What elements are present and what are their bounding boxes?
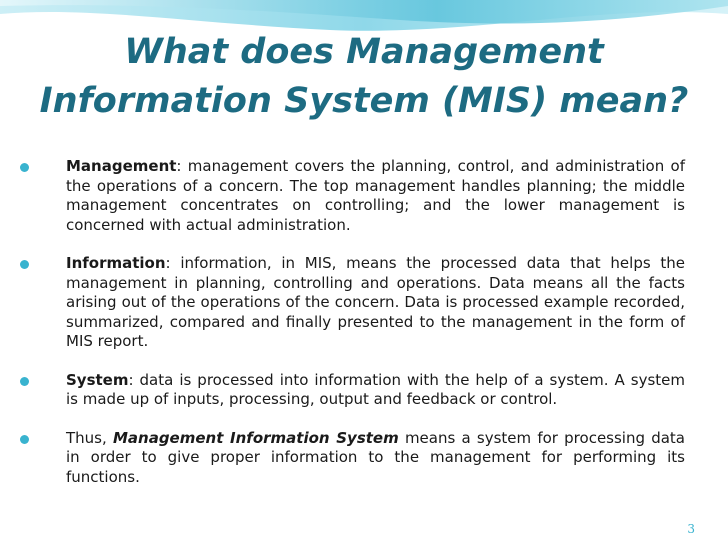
title-line-2: Information System (MIS) mean?	[39, 81, 689, 121]
bullet-content	[66, 429, 685, 488]
bullet-system	[20, 371, 685, 410]
bullet-dot-icon	[20, 377, 29, 386]
bullet-content	[66, 254, 685, 352]
bullet-dot-icon	[20, 163, 29, 172]
slide-title	[30, 28, 698, 126]
bullet-content	[66, 157, 685, 235]
bullet-management	[20, 157, 685, 235]
bullet-information	[20, 254, 685, 352]
title-line-1: What does Management	[124, 32, 604, 72]
bullet-term: Management	[66, 157, 177, 175]
bullet-text: : management covers the planning, control, and administration of the operations of a concern. The top management handles planning; the middle management concentrates on controlling; and the lower management is concerned with actual administration.	[66, 157, 685, 234]
bullet-term: Information	[66, 254, 166, 272]
bullet-text: : data is processed into information with the help of a system. A system is made up of inputs, processing, output and feedback or control.	[66, 370, 685, 408]
bullet-text: means a system for processing data in order to give proper information to the management for performing its functions.	[66, 428, 685, 486]
bullet-term: System	[66, 370, 129, 389]
bullet-term: Management Information System	[112, 428, 399, 447]
bullet-dot-icon	[20, 435, 29, 444]
bullet-text: : information, in MIS, means the processed data that helps the management in planning, controlling and operations. Data means all the facts arising out of the operations of the concern. Data is processed example recorded, summarized, compared and finally presented to the management in the form of MIS report.	[66, 254, 685, 350]
bullet-dot-icon	[20, 260, 29, 269]
bullet-list	[20, 157, 685, 506]
bullet-prefix: Thus,	[66, 428, 113, 447]
bullet-summary	[20, 429, 685, 488]
slide-number: 3	[687, 522, 695, 536]
bullet-content	[66, 371, 685, 410]
